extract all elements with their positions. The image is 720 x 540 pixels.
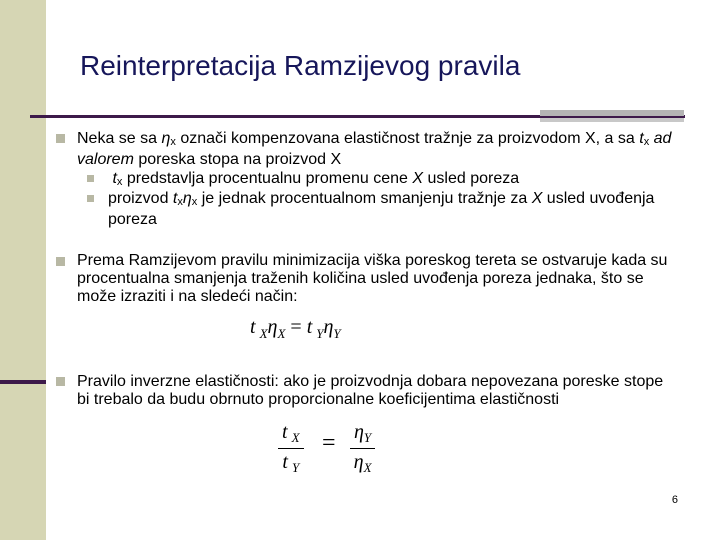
sub-bullet-marker — [87, 195, 94, 202]
sidebar-band — [0, 0, 46, 540]
slide-title: Reinterpretacija Ramzijevog pravila — [80, 50, 521, 81]
page-number: 6 — [671, 494, 678, 506]
formula-equal-reductions: t $_X\eta_X = t$ $_Y\eta_Y$ — [250, 316, 341, 341]
bullet-1-sub-2-text: proizvod txηx je jednak procentualnom smanjenju tražnje za X usled uvođenja poreza — [108, 190, 655, 228]
sub-bullet-marker — [87, 175, 94, 182]
title-underline-accent — [540, 110, 684, 116]
bullet-marker — [56, 134, 65, 143]
formula-inverse-left-fraction: $\frac{t _X}{t _Y}$ — [278, 421, 304, 476]
sidebar-accent-line — [0, 380, 46, 384]
bullet-3-text: Pravilo inverzne elastičnosti: ako je proizvodnja dobara nepovezana poreske stope bi trebalo da budu obrnuto proporcionalne koeficijentima elastičnosti — [77, 373, 664, 408]
bullet-1-text: Neka se sa ηx označi kompenzovana elastičnost tražnje za proizvodom X, a sa tx ad valorem poreska stopa na proizvod X — [77, 130, 672, 168]
bullet-marker — [56, 257, 65, 266]
title-underline-accent-2 — [540, 118, 684, 122]
bullet-marker — [56, 377, 65, 386]
formula-inverse-equals: = — [322, 430, 336, 456]
bullet-2-text: Prema Ramzijevom pravilu minimizacija viška poreskog tereta se ostvaruje kada su procentualna smanjenja traženih količina usled uvođenja poreza jednaka, što se može izraziti i na sledeći način: — [77, 252, 668, 305]
bullet-1-sub-1-text: tx predstavlja procentualnu promenu cene X usled poreza — [112, 170, 520, 188]
formula-inverse-right-fraction: $\frac{\eta_Y}{\eta_X}$ — [350, 421, 375, 476]
